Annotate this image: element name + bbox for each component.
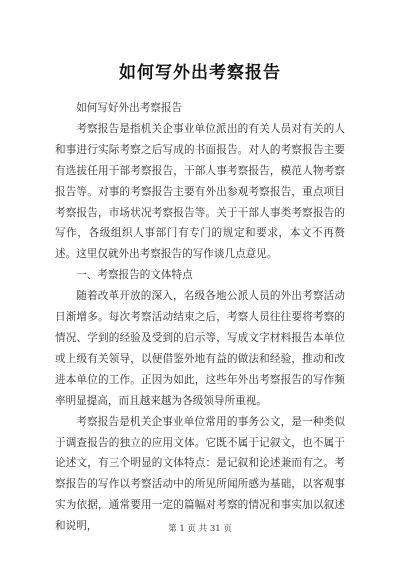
section-heading: 一、考察报告的文体特点 [76,269,193,282]
body-paragraph: 随着改革开放的深入，名级各地公派人员的外出考察活动日渐增多。每次考察活动结束之后，考察人员往往要将考察的情况、学到的经验及受到的启示等，写成文字材料报告本单位或上级有关领导，以便借鉴外地有益的做法和经验，推动和改进本单位的工作。正因为如此，这些年外出考察报告的写作频率明显提高，而且越来越为各级领导所重视。 [55,290,345,407]
document-title: 如何写外出考察报告 [119,63,281,83]
page-footer: 第 1 页 共 31 页 [168,524,232,534]
subtitle-paragraph: 如何写好外出考察报告 [76,102,183,114]
body-paragraph: 考察报告是机关企事业单位常用的事务公文，是一种类似于调查报告的独立的应用文体。它既不属于记叙文，也不属于论述文，有三个明显的文体特点：是记叙和论述兼而有之。考察报告的写作以考察活动中的所见所闻所感为基础，以客观事实为依据，通常要用一定的篇幅对考察的情况和事实加以叙述和说明， [55,415,345,533]
body-paragraph: 考察报告是指机关企事业单位派出的有关人员对有关的人和事进行实际考察之后写成的书面报告。对人的考察报告主要有选拔任用干部考察报告，干部人事考察报告，模范人物考察报告等。对事的考察报告主要有外出参观考察报告，重点项目考察报告，市场状况考察报告等。关于干部人事类考察报告的写作，各级组织人事部门有专门的规定和要求，本文不再赘述。这里仅就外出考察报告的写作谈几点意见。 [55,122,345,261]
document-body [55,98,345,537]
